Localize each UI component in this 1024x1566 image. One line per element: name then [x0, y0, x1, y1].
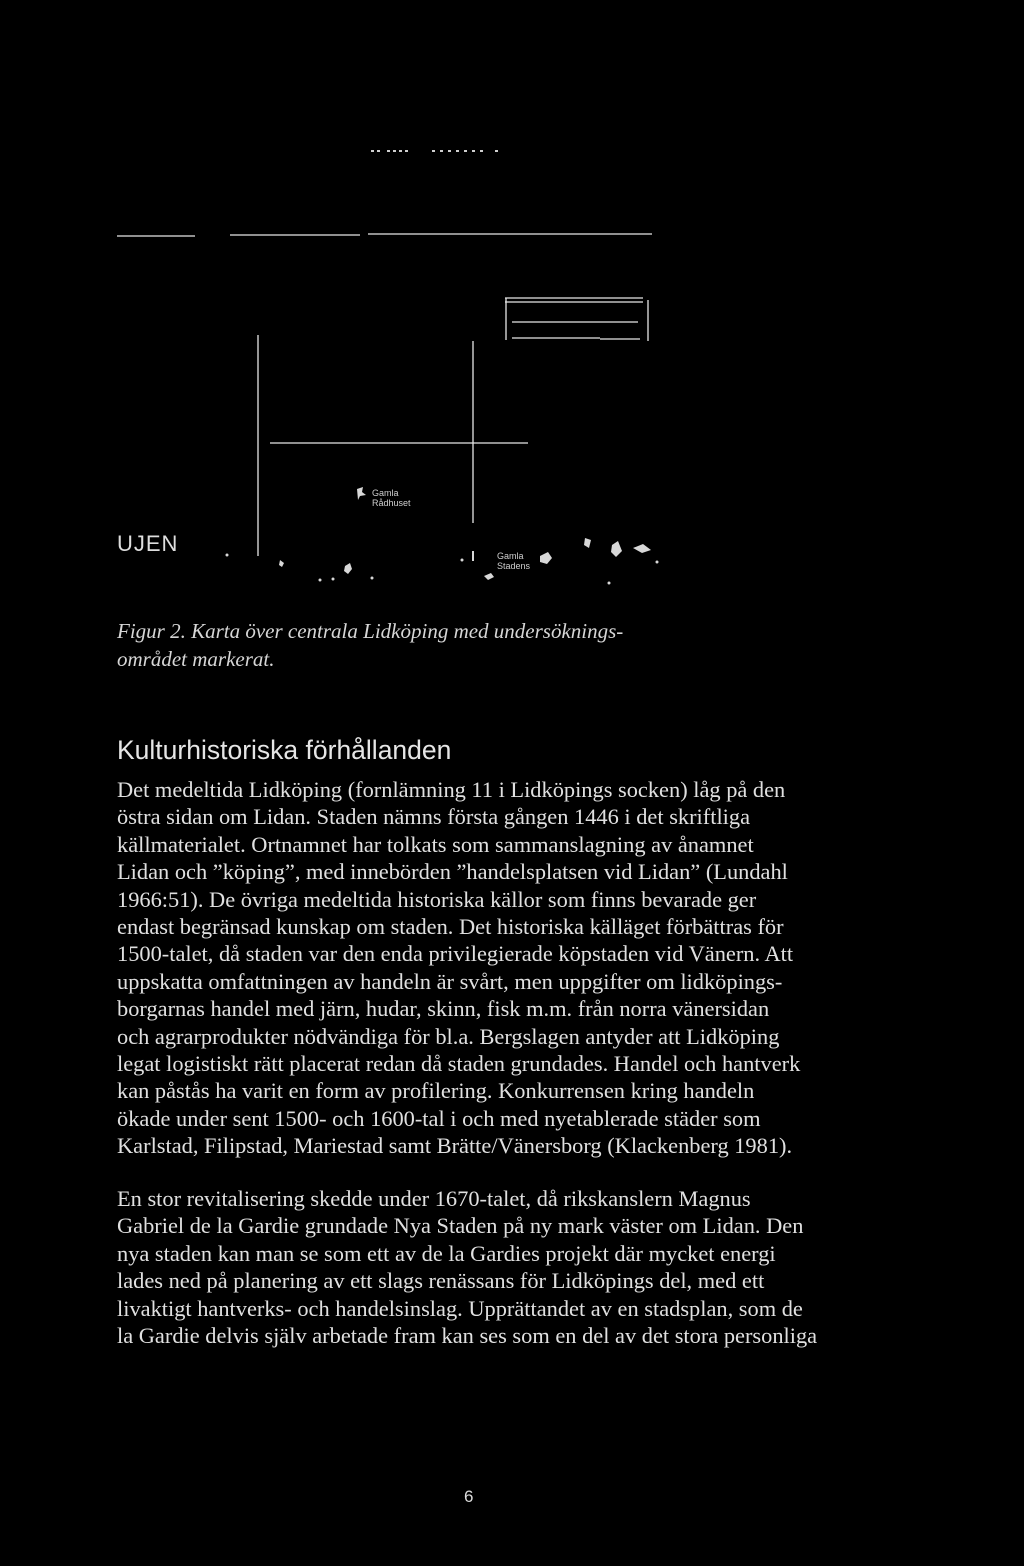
- text-line: kan påstås ha varit en form av profilering. Konkurrensen kring handeln: [117, 1078, 755, 1104]
- map-symbol: [472, 551, 474, 561]
- text-line: livaktigt hantverks- och handelsinslag. Upprättandet av en stadsplan, som de: [117, 1295, 803, 1321]
- text-line: källmaterialet. Ortnamnet har tolkats som sammanslagning av ånamnet: [117, 831, 754, 857]
- page-number: 6: [464, 1487, 474, 1506]
- map-symbol: [357, 487, 366, 500]
- noise-dot: [456, 150, 459, 152]
- body-paragraph: [117, 1185, 817, 1349]
- text-line: lades ned på planering av ett slags renässans för Lidköpings del, med ett: [117, 1268, 765, 1294]
- text-line: uppskatta omfattningen av handeln är svårt, men uppgifter om lidköpings-: [117, 968, 783, 994]
- map-symbol: [226, 554, 229, 557]
- map-symbol: [344, 563, 352, 574]
- scan-noise: [371, 150, 498, 152]
- map-symbol: [484, 573, 494, 580]
- map-label-b: [497, 551, 530, 571]
- map-fragment-text: UJEN: [117, 531, 179, 556]
- map-symbol: [611, 541, 622, 557]
- figure-caption: [117, 617, 623, 673]
- text-line: ökade under sent 1500- och 1600-tal i och med nyetablerade städer som: [117, 1105, 761, 1131]
- map-figure: [0, 0, 1024, 620]
- text-line: endast begränsad kunskap om staden. Det historiska källäget förbättras för: [117, 913, 784, 939]
- text-line: nya staden kan man se som ett av de la Gardies projekt där mycket energi: [117, 1240, 776, 1266]
- text-line: Lidan och ”köping”, med innebörden ”handelsplatsen vid Lidan” (Lundahl: [117, 859, 788, 885]
- map-symbol: [461, 559, 464, 562]
- text-line: Gabriel de la Gardie grundade Nya Staden på ny mark väster om Lidan. Den: [117, 1213, 804, 1239]
- text-line: la Gardie delvis själv arbetade fram kan ses som en del av det stora personliga: [117, 1322, 818, 1348]
- text-line: Det medeltida Lidköping (fornlämning 11 i Lidköpings socken) låg på den: [117, 777, 786, 802]
- noise-dot: [377, 150, 380, 152]
- noise-dot: [480, 150, 483, 152]
- noise-dot: [464, 150, 467, 152]
- noise-dot: [371, 150, 374, 152]
- caption-line: Figur 2. Karta över centrala Lidköping med undersöknings-: [117, 619, 624, 643]
- noise-dot: [440, 150, 443, 152]
- noise-dot: [472, 150, 475, 152]
- noise-dot: [495, 150, 498, 152]
- body-paragraph: [117, 776, 800, 1159]
- text-line: legat logistiskt rätt placerat redan då staden grundades. Handel och hantverk: [117, 1050, 801, 1076]
- text-line: borgarnas handel med järn, hudar, skinn, fisk m.m. från norra vänersidan: [117, 996, 770, 1022]
- text-line: 1500-talet, då staden var den enda privilegierade köpstaden vid Vänern. Att: [117, 941, 794, 967]
- map-label-line: Stadens: [497, 561, 531, 571]
- map-label-line: Gamla: [372, 488, 399, 498]
- caption-line: området markerat.: [117, 647, 275, 671]
- map-symbol: [332, 578, 335, 581]
- noise-dot: [405, 150, 408, 152]
- map-symbol: [279, 560, 284, 567]
- text-line: En stor revitalisering skedde under 1670-talet, då rikskanslern Magnus: [117, 1186, 751, 1211]
- map-label-a: [372, 488, 411, 508]
- noise-dot: [448, 150, 451, 152]
- noise-dot: [387, 150, 390, 152]
- text-line: 1966:51). De övriga medeltida historiska källor som finns bevarade ger: [117, 886, 757, 912]
- map-label-line: Rådhuset: [372, 498, 411, 508]
- map-symbol: [540, 552, 552, 564]
- text-line: östra sidan om Lidan. Staden nämns första gången 1446 i det skriftliga: [117, 804, 751, 830]
- map-symbol: [608, 582, 611, 585]
- noise-dot: [393, 150, 396, 152]
- map-symbols: [226, 487, 659, 585]
- map-symbol: [584, 538, 591, 548]
- text-line: Karlstad, Filipstad, Mariestad samt Brätte/Vänersborg (Klackenberg 1981).: [117, 1133, 793, 1159]
- map-symbol: [633, 544, 651, 553]
- text-line: och agrarprodukter nödvändiga för bl.a. Bergslagen antyder att Lidköping: [117, 1023, 780, 1049]
- noise-dot: [432, 150, 435, 152]
- map-symbol: [371, 577, 374, 580]
- map-symbol: [656, 561, 659, 564]
- noise-dot: [399, 150, 402, 152]
- map-label-line: Gamla: [497, 551, 524, 561]
- map-symbol: [319, 579, 322, 582]
- section-heading: Kulturhistoriska förhållanden: [117, 735, 452, 765]
